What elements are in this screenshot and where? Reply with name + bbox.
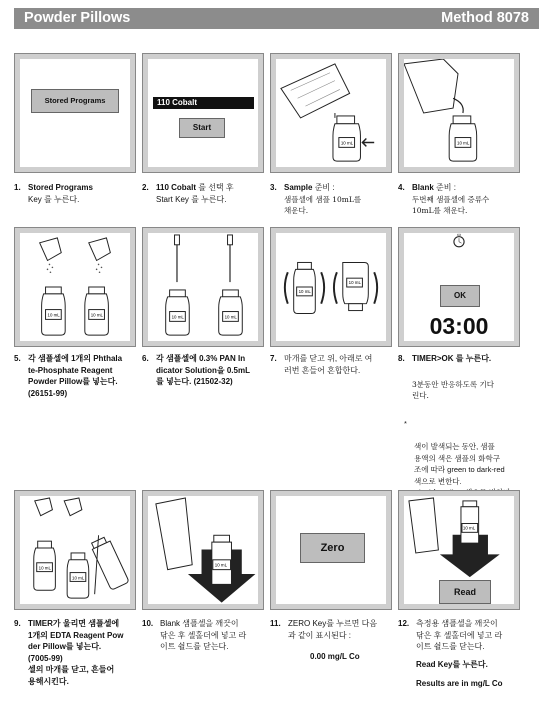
step-text: TIMER가 울리면 샘플셀에 1개의 EDTA Reagent Pow der Pillow를 넣는다. (7005-99) 셀의 마개를 닫고, 흔들어 용해시킨다. [28,619,124,686]
panel-step-7 [270,227,392,347]
step-text: Key 를 누른다. [28,194,80,204]
bottle-label: 10 mL [224,314,237,320]
step-10-caption [142,618,270,653]
powder-pillows-illustration [20,233,130,341]
step-number: 5. [14,354,21,363]
dropper-bottles-illustration [148,233,258,341]
step-text: 10mL를 채운다. [412,206,468,215]
bottle-label: 10 mL [214,562,228,568]
step-text: ZERO Key를 누르면 다음 과 같이 표시된다 : [288,619,378,640]
step-number: 8. [398,354,405,363]
note-star: * [404,419,407,428]
step-number: 6. [142,354,149,363]
step-9-caption [14,618,142,687]
step-key: Stored Programs [28,183,93,192]
bottle-label: 10 mL [171,314,184,320]
results-text: Results are in mg/L Co [416,679,503,688]
step-text: Blank 샘플셀을 깨끗이 닦은 후 셀홀더에 넣고 라 이트 쉴드를 닫는다. [160,619,247,651]
panel-step-11 [270,490,392,610]
step-key: 110 Cobalt [156,183,197,192]
step-2-caption [142,182,267,205]
step-text: Start Key 를 누른다. [156,194,227,204]
note-text: 색이 발색되는 동안, 샘플 용액의 색은 샘플의 화학구 조에 따라 green to dark-red 색으로 변한다. [414,442,505,486]
step-text: 준비 : [433,183,456,192]
edta-pillow-illustration [20,496,130,604]
beaker-pouring-illustration [276,59,386,167]
read-button[interactable]: Read [439,580,491,604]
panel-step-9 [14,490,136,610]
step-4-caption [398,182,538,217]
panel-step-4 [398,53,520,173]
panel-step-5 [14,227,136,347]
panel-step-8 [398,227,520,347]
bottle-label: 10 mL [47,312,60,318]
step-number: 12. [398,619,410,628]
step-key: Sample [284,183,313,192]
step-text: 각 샘플셀에 0.3% PAN In dicator Solution을 0.5mL 를 넣는다. (21502-32) [156,354,250,386]
step-text: 준비 : [312,183,335,192]
bottle-label: 10 mL [298,288,311,294]
bottle-label: 10 mL [462,525,476,531]
bottle-label: 10 mL [38,565,51,571]
panel-step-1 [14,53,136,173]
bottle-label: 10 mL [72,575,85,581]
step-12-caption [398,618,546,690]
zero-button[interactable]: Zero [300,533,365,563]
step-7-caption [270,353,398,376]
panel-step-2 [142,53,264,173]
step-number: 1. [14,183,21,192]
bottle-label: 10 mL [340,140,354,146]
timer-display: 03:00 [429,313,489,339]
ok-button[interactable]: OK [440,285,480,307]
step-text: 채운다. [284,206,309,215]
panel-step-3 [270,53,392,173]
panel-step-6 [142,227,264,347]
step-text: 샘플셀에 샘플 10mL를 [284,194,362,204]
step-3-caption [270,182,395,217]
step-text: 3분동안 반응하도록 기다 린다. [412,379,494,400]
step-text: 각 샘플셀에 1개의 Phthala te-Phosphate Reagent Powder Pillow를 넣는다. (26151-99) [28,354,123,398]
insert-blank-illustration [148,496,258,604]
zero-result-text: 0.00 mg/L Co [310,652,360,661]
step-text: 를 선택 후 [196,183,234,192]
step-text: Read Key를 누른다. [416,659,488,669]
panel-step-10 [142,490,264,610]
wash-bottle-pouring-illustration [404,59,514,167]
step-11-caption [270,618,398,663]
step-number: 10. [142,619,154,628]
stored-programs-button[interactable]: Stored Programs [31,89,119,113]
method-number: Method 8078 [441,10,529,26]
step-text: 측정용 샘플셀을 깨끗이 닦은 후 셀홀더에 넣고 라 이트 쉴드를 닫는다. [416,619,503,651]
step-1-caption [14,182,139,205]
step-text: TIMER>OK 를 누른다. [412,354,492,363]
page-header [14,8,539,29]
step-number: 4. [398,183,405,192]
step-8-caption [398,353,543,402]
bottle-label: 10 mL [348,280,361,286]
step-number: 7. [270,354,277,363]
step-5-caption [14,353,142,399]
step-text: 두번째 샘플셀에 증류수 [412,194,490,204]
step-text: 마개를 닫고 위, 아래로 여 러번 흔들어 혼합한다. [284,354,373,375]
stopwatch-icon [404,233,514,273]
bottle-label: 10 mL [457,140,470,146]
program-110-cobalt-row[interactable]: 110 Cobalt [153,97,254,109]
step-number: 3. [270,183,277,192]
start-button[interactable]: Start [179,118,225,138]
panel-step-12 [398,490,520,610]
step-key: Blank [412,183,434,192]
step-number: 11. [270,619,281,628]
step-number: 2. [142,183,149,192]
bottle-label: 10 mL [90,312,103,318]
invert-mix-illustration [276,233,386,341]
step-number: 9. [14,619,21,628]
step-6-caption [142,353,270,388]
page-title: Powder Pillows [24,10,131,26]
